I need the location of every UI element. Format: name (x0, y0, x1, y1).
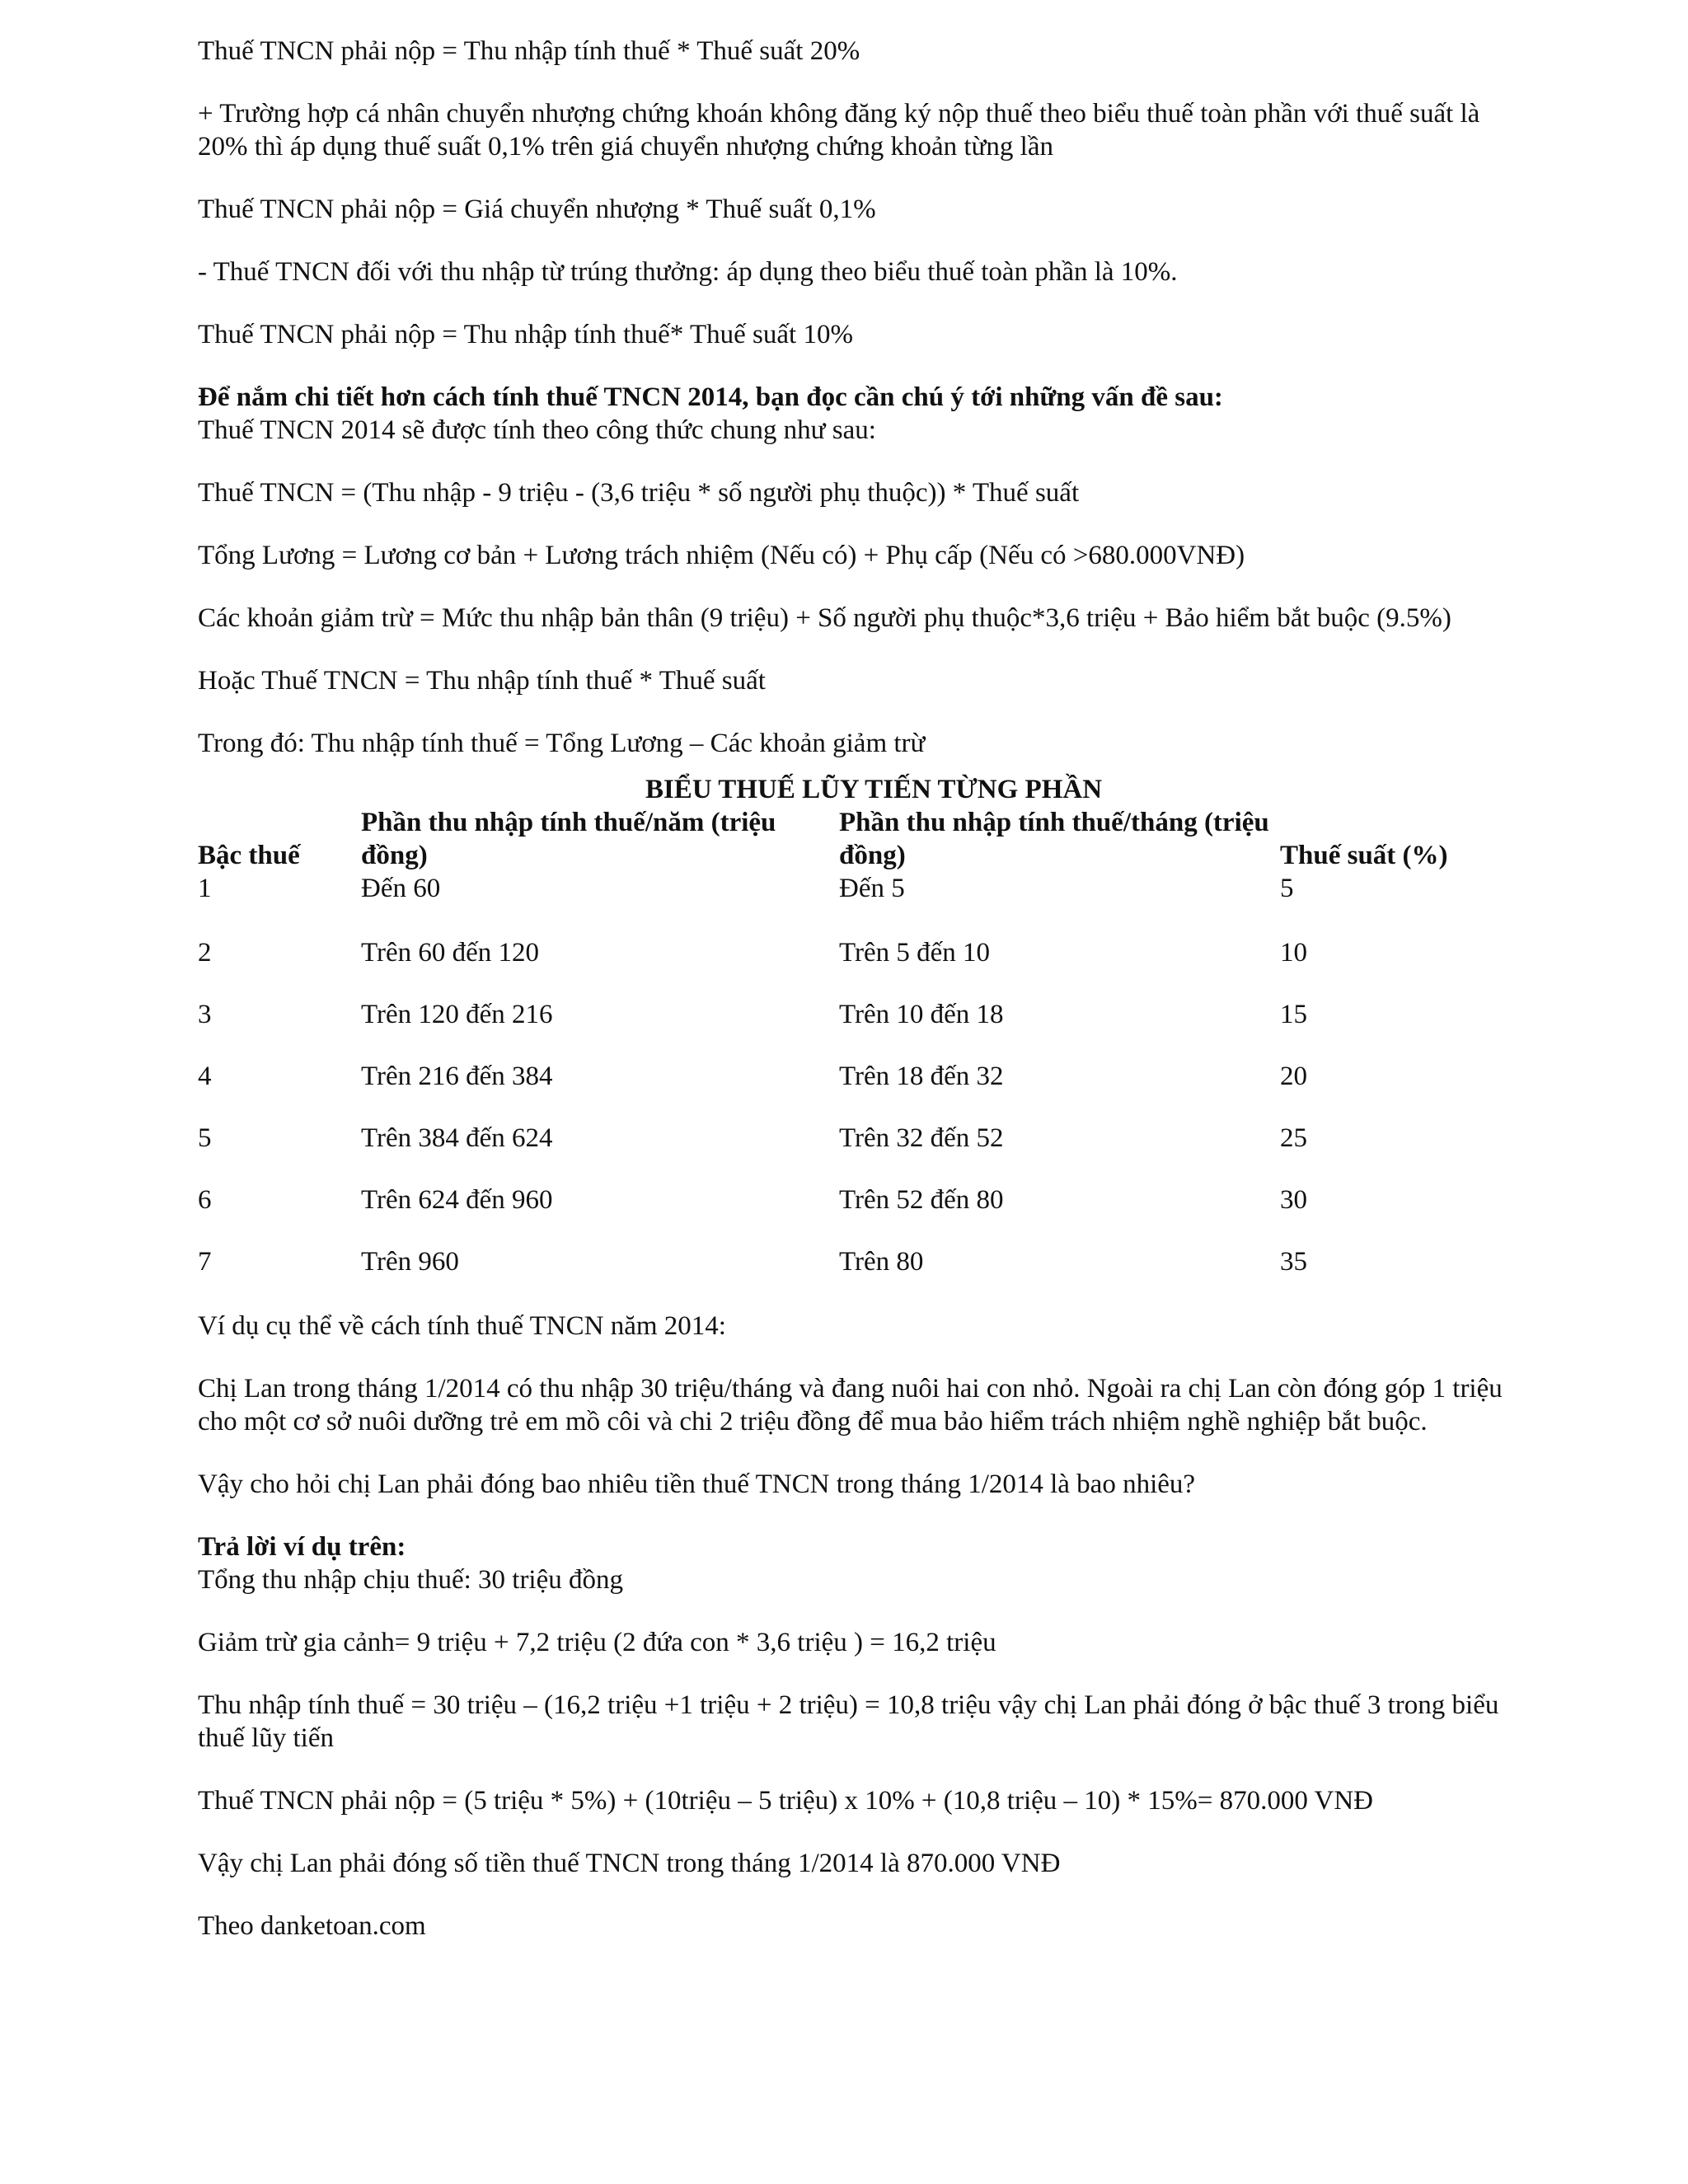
table-row (198, 936, 1517, 998)
cell-rate: 30 (1280, 1185, 1307, 1215)
cell-level: 7 (198, 1247, 212, 1277)
tax-table-title: BIỂU THUẾ LŨY TIẾN TỪNG PHẦN (645, 775, 1103, 804)
cell-rate: 25 (1280, 1123, 1307, 1153)
cell-monthly: Trên 32 đến 52 (839, 1123, 1004, 1153)
cell-level: 5 (198, 1123, 212, 1153)
paragraph-general-formula-intro: Thuế TNCN 2014 sẽ được tính theo công thức chung như sau: (198, 415, 876, 445)
cell-rate: 35 (1280, 1247, 1307, 1277)
cell-monthly: Trên 5 đến 10 (839, 938, 991, 968)
answer-total-income: Tổng thu nhập chịu thuế: 30 triệu đồng (198, 1565, 623, 1595)
cell-level: 1 (198, 874, 212, 903)
header-annual-income: Phần thu nhập tính thuế/năm (triệu đồng) (361, 808, 776, 870)
cell-annual: Trên 624 đến 960 (361, 1185, 553, 1215)
header-monthly-income: Phần thu nhập tính thuế/tháng (triệu đồng) (839, 808, 1269, 870)
table-row (198, 1060, 1517, 1122)
paragraph-securities-transfer: + Trường hợp cá nhân chuyển nhượng chứng khoán không đăng ký nộp thuế theo biểu thuế toàn phần với thuế suất là 20% thì áp dụng thuế suất 0,1% trên giá chuyển nhượng chứng khoản từng lần (198, 99, 1487, 162)
table-row (198, 1183, 1517, 1245)
paragraph-tax-10: Thuế TNCN phải nộp = Thu nhập tính thuế* Thuế suất 10% (198, 320, 853, 349)
cell-monthly: Đến 5 (839, 874, 905, 903)
table-row (198, 1122, 1517, 1183)
paragraph-alt-formula: Hoặc Thuế TNCN = Thu nhập tính thuế * Thuế suất (198, 666, 766, 696)
cell-monthly: Trên 10 đến 18 (839, 1000, 1004, 1029)
paragraph-total-salary: Tổng Lương = Lương cơ bản + Lương trách nhiệm (Nếu có) + Phụ cấp (Nếu có >680.000VNĐ) (198, 541, 1245, 570)
cell-level: 2 (198, 938, 212, 968)
answer-conclusion: Vậy chị Lan phải đóng số tiền thuế TNCN trong tháng 1/2014 là 870.000 VNĐ (198, 1849, 1061, 1878)
header-tax-rate: Thuế suất (%) (1280, 841, 1448, 870)
paragraph-formula-tncn: Thuế TNCN = (Thu nhập - 9 triệu - (3,6 triệu * số người phụ thuộc)) * Thuế suất (198, 478, 1080, 508)
answer-tax-calculation: Thuế TNCN phải nộp = (5 triệu * 5%) + (10triệu – 5 triệu) x 10% + (10,8 triệu – 10) * 15%= 870.000 VNĐ (198, 1786, 1373, 1816)
answer-taxable-income: Thu nhập tính thuế = 30 triệu – (16,2 triệu +1 triệu + 2 triệu) = 10,8 triệu vậy chị Lan phải đóng ở bậc thuế 3 trong biểu thuế lũy tiến (198, 1690, 1506, 1753)
table-row (198, 998, 1517, 1060)
cell-level: 3 (198, 1000, 212, 1029)
cell-annual: Trên 120 đến 216 (361, 1000, 553, 1029)
paragraph-deductions: Các khoản giảm trừ = Mức thu nhập bản thân (9 triệu) + Số người phụ thuộc*3,6 triệu + Bảo hiểm bắt buộc (9.5%) (198, 603, 1451, 633)
cell-rate: 5 (1280, 874, 1294, 903)
cell-annual: Trên 60 đến 120 (361, 938, 540, 968)
cell-monthly: Trên 80 (839, 1247, 924, 1277)
cell-rate: 20 (1280, 1062, 1307, 1091)
section-heading: Để nắm chi tiết hơn cách tính thuế TNCN 2014, bạn đọc cần chú ý tới những vấn đề sau: (198, 382, 1223, 412)
paragraph-taxable-income: Trong đó: Thu nhập tính thuế = Tổng Lương – Các khoản giảm trừ (198, 729, 926, 758)
table-row (198, 1245, 1517, 1293)
header-tax-level: Bậc thuế (198, 841, 300, 870)
cell-rate: 10 (1280, 938, 1307, 968)
cell-monthly: Trên 52 đến 80 (839, 1185, 1004, 1215)
example-question: Vậy cho hỏi chị Lan phải đóng bao nhiêu tiền thuế TNCN trong tháng 1/2014 là bao nhiêu? (198, 1469, 1196, 1499)
table-row (198, 872, 1517, 936)
cell-annual: Trên 384 đến 624 (361, 1123, 553, 1153)
cell-annual: Trên 960 (361, 1247, 459, 1277)
cell-annual: Đến 60 (361, 874, 441, 903)
paragraph-tax-20: Thuế TNCN phải nộp = Thu nhập tính thuế * Thuế suất 20% (198, 36, 860, 66)
answer-family-deduction: Giảm trừ gia cảnh= 9 triệu + 7,2 triệu (2 đứa con * 3,6 triệu ) = 16,2 triệu (198, 1628, 996, 1657)
example-case: Chị Lan trong tháng 1/2014 có thu nhập 30 triệu/tháng và đang nuôi hai con nhỏ. Ngoài ra chị Lan còn đóng góp 1 triệu cho một cơ sở nuôi dưỡng trẻ em mồ côi và chi 2 triệu đồng để mua bảo hiểm trách nhiệm nghề nghiệp bắt buộc. (198, 1374, 1509, 1436)
cell-annual: Trên 216 đến 384 (361, 1062, 553, 1091)
paragraph-tax-0-1: Thuế TNCN phải nộp = Giá chuyển nhượng * Thuế suất 0,1% (198, 194, 876, 224)
answer-heading: Trả lời ví dụ trên: (198, 1532, 406, 1562)
source-note: Theo danketoan.com (198, 1911, 426, 1941)
tax-table-header-row (198, 806, 1517, 872)
document-page (198, 35, 1517, 1972)
cell-rate: 15 (1280, 1000, 1307, 1029)
tax-table (198, 806, 1517, 1293)
cell-monthly: Trên 18 đến 32 (839, 1062, 1004, 1091)
cell-level: 4 (198, 1062, 212, 1091)
example-intro: Ví dụ cụ thể về cách tính thuế TNCN năm 2014: (198, 1311, 726, 1341)
paragraph-prize-income: - Thuế TNCN đối với thu nhập từ trúng thưởng: áp dụng theo biểu thuế toàn phần là 10%. (198, 257, 1178, 287)
cell-level: 6 (198, 1185, 212, 1215)
